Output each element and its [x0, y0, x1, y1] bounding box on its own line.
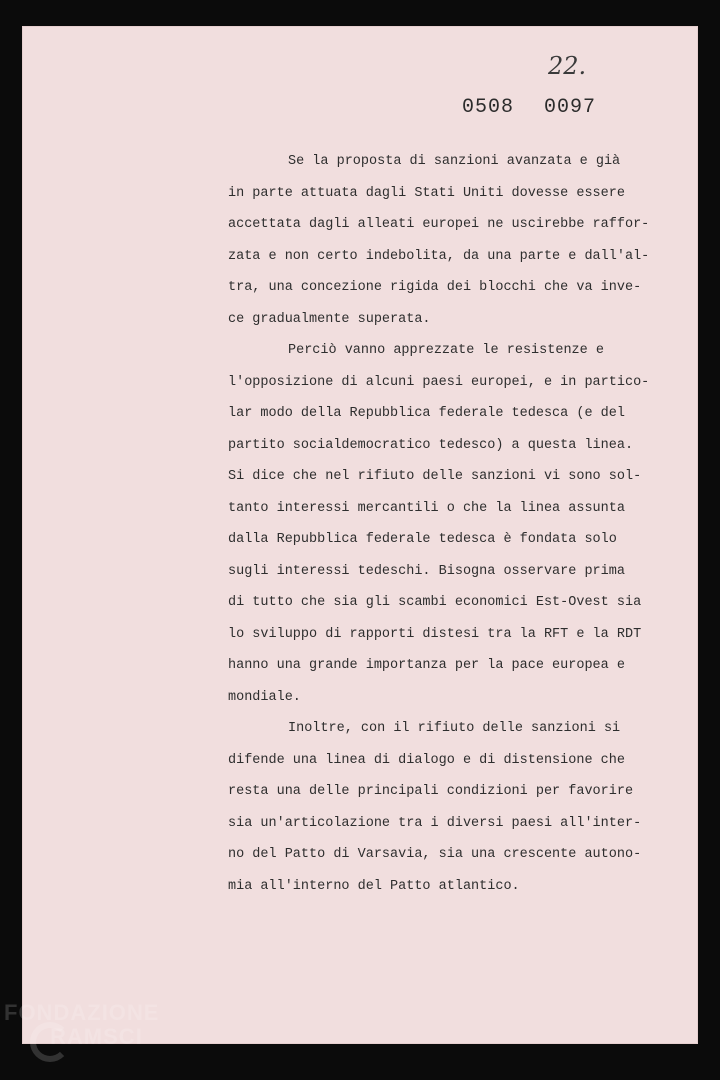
text-line: sugli interessi tedeschi. Bisogna osservare prima — [228, 563, 625, 579]
text-line: mia all'interno del Patto atlantico. — [228, 878, 520, 894]
text-line: no del Patto di Varsavia, sia una crescente autono- — [228, 847, 642, 862]
text-line: resta una delle principali condizioni per favorire — [228, 784, 634, 799]
text-line: sia un'articolazione tra i diversi paesi all'inter- — [228, 815, 642, 831]
text-line: Perciò vanno apprezzate le resistenze e — [288, 343, 604, 358]
paragraph-2 — [228, 335, 698, 713]
text-line: mondiale. — [228, 689, 301, 705]
text-line: Se la proposta di sanzioni avanzata e già — [288, 154, 621, 169]
text-line: hanno una grande importanza per la pace europea e — [228, 658, 625, 673]
paragraph-3 — [228, 713, 698, 902]
archive-code-left: 0508 — [462, 96, 515, 119]
watermark-text-top: FONDAZIONE — [4, 1000, 160, 1025]
text-line: difende una linea di dialogo e di distensione che — [228, 752, 625, 768]
text-line: partito socialdemocratico tedesco) a questa linea. — [228, 437, 634, 453]
text-line: lar modo della Repubblica federale tedesca (e del — [228, 406, 625, 421]
text-line: zata e non certo indebolita, da una parte e dall'al- — [228, 248, 650, 264]
text-line: in parte attuata dagli Stati Uniti dovesse essere — [228, 185, 625, 201]
text-line: tanto interessi mercantili o che la linea assunta — [228, 500, 625, 516]
document-page — [22, 26, 698, 1044]
archive-code-right: 0097 — [544, 96, 597, 119]
text-line: tra, una concezione rigida dei blocchi che va inve- — [228, 280, 642, 295]
archive-codes — [462, 96, 596, 119]
watermark-text-bottom: RAMSCI — [50, 1024, 143, 1049]
text-line: dalla Repubblica federale tedesca è fondata solo — [228, 532, 617, 547]
text-line: l'opposizione di alcuni paesi europei, e in partico- — [228, 374, 650, 390]
text-line: accettata dagli alleati europei ne uscirebbe raffor- — [228, 217, 650, 232]
fondazione-gramsci-watermark — [4, 1000, 184, 1080]
typed-text-body — [228, 146, 698, 902]
paragraph-1 — [228, 146, 698, 335]
text-line: ce gradualmente superata. — [228, 311, 431, 327]
text-line: Si dice che nel rifiuto delle sanzioni vi sono sol- — [228, 469, 642, 484]
handwritten-page-number: 22. — [548, 52, 587, 80]
text-line: di tutto che sia gli scambi economici Est-Ovest sia — [228, 595, 642, 610]
text-line: Inoltre, con il rifiuto delle sanzioni si — [288, 721, 621, 736]
text-line: lo sviluppo di rapporti distesi tra la RFT e la RDT — [228, 626, 642, 642]
